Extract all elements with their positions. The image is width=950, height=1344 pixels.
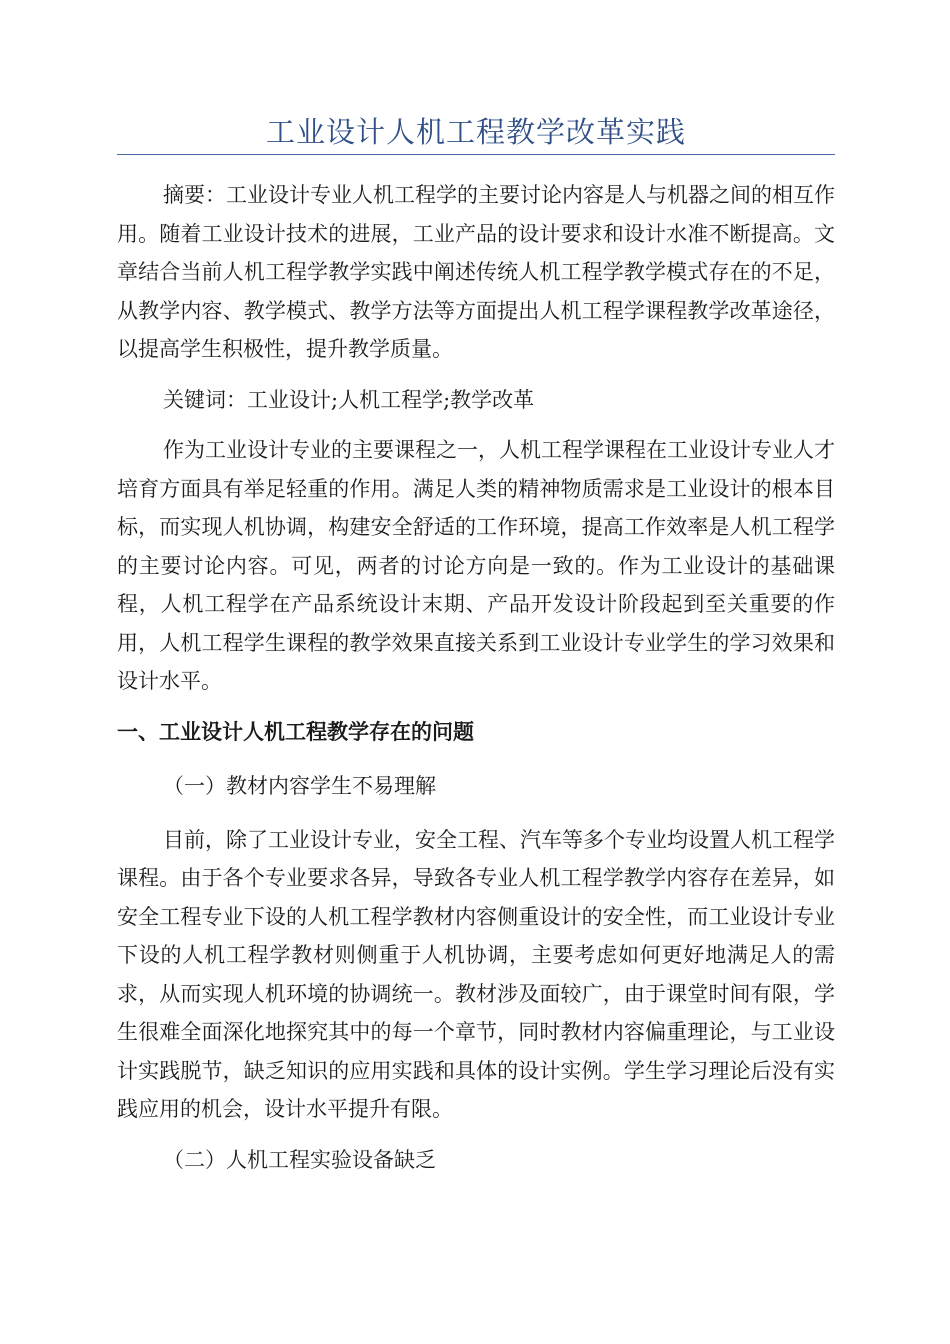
subsection-1-paragraph: 目前，除了工业设计专业，安全工程、汽车等多个专业均设置人机工程学课程。由于各个专业要求各异，导致各专业人机工程学教学内容存在差异，如安全工程专业下设的人机工程学教材内容侧重设计的安全性，而工业设计专业下设的人机工程学教材则侧重于人机协调，主要考虑如何更好地满足人的需求，从而实现人机环境的协调统一。教材涉及面较广，由于课堂时间有限，学生很难全面深化地探究其中的每一个章节，同时教材内容偏重理论，与工业设计实践脱节，缺乏知识的应用实践和具体的设计实例。学生学习理论后没有实践应用的机会，设计水平提升有限。 — [117, 827, 835, 1121]
intro-paragraph: 作为工业设计专业的主要课程之一，人机工程学课程在工业设计专业人才培育方面具有举足轻重的作用。满足人类的精神物质需求是工业设计的根本目标，而实现人机协调，构建安全舒适的工作环境，提高工作效率是人机工程学的主要讨论内容。可见，两者的讨论方向是一致的。作为工业设计的基础课程，人机工程学在产品系统设计末期、产品开发设计阶段起到至关重要的作用，人机工程学生课程的教学效果直接关系到工业设计专业学生的学习效果和设计水平。 — [117, 438, 835, 693]
document-title: 工业设计人机工程教学改革实践 — [265, 115, 686, 149]
section-heading-1: 一、工业设计人机工程教学存在的问题 — [117, 719, 474, 744]
abstract-paragraph: 摘要：工业设计专业人机工程学的主要讨论内容是人与机器之间的相互作用。随着工业设计技术的进展，工业产品的设计要求和设计水准不断提高。文章结合当前人机工程学教学实践中阐述传统人机工程学教学模式存在的不足，从教学内容、教学模式、教学方法等方面提出人机工程学课程教学改革途径，以提高学生积极性，提升教学质量。 — [117, 183, 835, 361]
subsection-heading-1: （一）教材内容学生不易理解 — [163, 773, 436, 798]
document-body — [117, 176, 835, 1195]
title-underline — [117, 154, 835, 155]
keywords-line: 关键词：工业设计;人机工程学;教学改革 — [163, 387, 535, 412]
subsection-heading-2: （二）人机工程实验设备缺乏 — [163, 1147, 436, 1172]
